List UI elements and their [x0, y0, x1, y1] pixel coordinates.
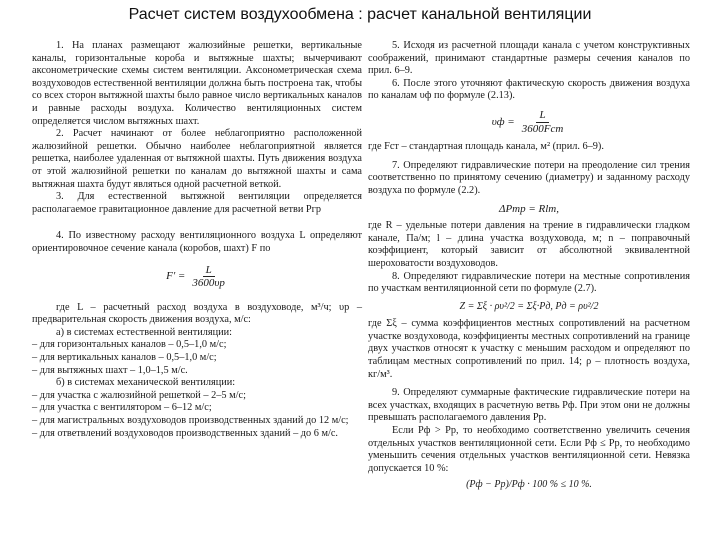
paragraph-1: 1. На планах размещают жалюзийные решетки, вертикальные каналы, горизонтальные короба и вытяжные шахты; вычерчивают аксонометрические схемы систем вентиляции. Аксонометрическая схема воздуховодов естественной вентиляции должна быть построена так, чтобы со всех сторон вытяжной шахты было равное число вертикальных каналов и равные расходы воздуха. Количество вентиляционных систем определяется числом вытяжных шахт. [32, 40, 362, 127]
formula-friction: ΔPтр = Rlm, [498, 202, 559, 215]
paragraph-9: 9. Определяют суммарные фактические гидравлические потери на всех участках, входящих в расчетную ветвь Pф. При этом они не должны превышать располагаемого давления Pр. [368, 387, 690, 424]
formula-velocity-lhs: υф = [491, 115, 515, 128]
paragraph-5: 5. Исходя из расчетной площади канала с учетом конструктивных соображений, принимают стандартные размеры сечения каналов по прил. 6–9. [368, 40, 690, 77]
list-item: – для горизонтальных каналов – 0,5–1,0 м/с; [32, 339, 227, 351]
paragraph-3: 3. Для естественной вытяжной вентиляции определяется располагаемое гравитационное давление для расчетной ветви Pгр [32, 191, 362, 215]
list-item: – для участка с вентилятором – 6–12 м/с; [32, 402, 212, 414]
formula-velocity-numerator: L [536, 109, 548, 123]
paragraph-2: 2. Расчет начинают от более неблагоприятно расположенной жалюзийной решетки. Обычно наиболее неблагоприятной является решетка, наиболее удаленная от вытяжной шахты. Путь движения воздуха от этой жалюзийной решетки по каналам до вытяжной шахты и сама вытяжная шахта будут являться одной расчетной веткой. [32, 128, 362, 190]
formula-area-where: где L – расчетный расход воздуха в воздуховоде, м³/ч; υр – предварительная скорость движения воздуха, м/с: [32, 301, 362, 326]
formula-area-denominator: 3600υр [192, 277, 225, 290]
left-column [32, 40, 362, 440]
formula-area [32, 264, 362, 290]
formula-area-numerator: L [203, 264, 215, 278]
formula-area-fraction [189, 264, 228, 290]
paragraph-4: 4. По известному расходу вентиляционного воздуха L определяют ориентировочное сечение канала (коробов, шахт) F по [32, 230, 362, 254]
list-item: – для вытяжных шахт – 1,0–1,5 м/с. [32, 364, 188, 376]
formula-velocity-denominator: 3600Fст [521, 122, 564, 135]
list-item: а) в системах естественной вентиляции: [56, 326, 233, 338]
velocity-list [32, 327, 362, 440]
paragraph-6: 6. После этого уточняют фактическую скорость движения воздуха по каналам υф по формуле (2.13). [368, 77, 690, 102]
formula-friction-where: где R – удельные потери давления на трение в гидравлически гладком канале, Па/м; l – длина участка воздуховода, м; n – поправочный коэффициент, который зависит от абсолютной эквивалентной шероховатости воздуховодов. [368, 220, 690, 269]
formula-local-losses: Z = Σξ · ρυ²/2 = Σξ·Pд, Pд = ρυ²/2 [459, 300, 599, 312]
list-item: – для вертикальных каналов – 0,5–1,0 м/с; [32, 352, 217, 364]
formula-velocity [368, 109, 690, 135]
formula-local-losses-where: где Σξ – сумма коэффициентов местных сопротивлений на расчетном участке воздуховода, коэффициенты местных сопротивлений на границе двух участков относят к участку с меньшим расходом и определяют по таблицам местных сопротивлений по прил. 14; ρ – плотность воздуха, кг/м³. [368, 318, 690, 380]
list-item: – для магистральных воздуховодов производственных зданий до 12 м/с; [32, 415, 349, 427]
list-item: б) в системах механической вентиляции: [56, 377, 236, 389]
formula-velocity-where: где Fст – стандартная площадь канала, м² (прил. 6–9). [368, 141, 604, 153]
formula-velocity-fraction [519, 109, 567, 135]
formula-area-lhs: F' = [166, 270, 186, 283]
list-item: – для ответвлений воздуховодов производственных зданий – до 6 м/с. [32, 427, 339, 439]
formula-discrepancy: (Pф − Pр)/Pф · 100 % ≤ 10 %. [466, 479, 592, 491]
right-column [368, 40, 690, 496]
paragraph-10: Если Pф > Pр, то необходимо соответственно увеличить сечения отдельных участков вентиляционной сети. Если Pф ≤ Pр, то необходимо уменьшить сечения отдельных участков вентиляционной сети. Невязка допускается 10 %: [368, 425, 690, 474]
page-title: Расчет систем воздухообмена : расчет канальной вентиляции [128, 6, 592, 23]
list-item: – для участка с жалюзийной решеткой – 2–5 м/с; [32, 389, 246, 401]
paragraph-7: 7. Определяют гидравлические потери на преодоление сил трения соответственно по принятому сечению (диаметру) и заданному расходу воздуха по формуле (2.2). [368, 159, 690, 196]
paragraph-8: 8. Определяют гидравлические потери на местные сопротивления по участкам вентиляционной сети по формуле (2.7). [368, 270, 690, 295]
